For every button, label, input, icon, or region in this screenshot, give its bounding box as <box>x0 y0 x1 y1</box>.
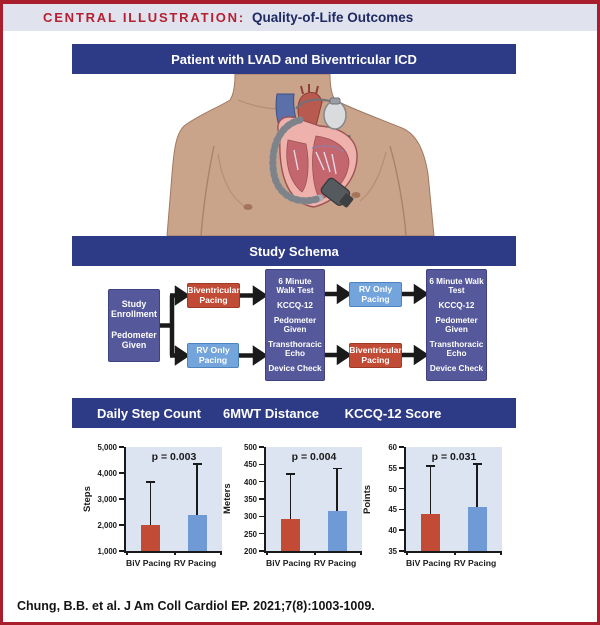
assessment1-item-6mwt: 6 Minute Walk Test <box>276 277 314 296</box>
banner-study-schema <box>72 236 516 266</box>
error-bar-line <box>336 468 338 511</box>
x-tick-mark <box>406 551 408 555</box>
right-nipple <box>352 192 361 198</box>
arrow-assessment1-to-biv2 <box>339 349 348 361</box>
plot-area <box>264 447 362 553</box>
x-category-label: RV Pacing <box>173 558 217 568</box>
study-schema-diagram <box>72 263 528 393</box>
x-tick-mark <box>174 551 176 555</box>
enrollment-line1: Study Enrollment <box>111 298 157 319</box>
figure-header <box>3 4 597 31</box>
error-bar-line <box>290 474 292 519</box>
y-tick-mark <box>259 498 264 500</box>
y-tick-mark <box>399 446 404 448</box>
arrow-rv2-to-assessment2 <box>416 288 425 300</box>
y-tick-mark <box>119 472 124 474</box>
schema-box-assessment-2 <box>426 269 487 381</box>
chart-6mwt-distance <box>218 434 368 592</box>
y-tick-mark <box>119 524 124 526</box>
x-category-label: BiV Pacing <box>406 558 451 568</box>
chart-title-6mwt-distance: 6MWT Distance <box>222 405 320 421</box>
y-axis-label: Meters <box>222 483 233 515</box>
y-tick-mark <box>259 446 264 448</box>
y-tick-label: 300 <box>243 512 257 522</box>
error-bar-line <box>476 464 478 508</box>
x-tick-mark <box>500 551 502 555</box>
assessment2-item-echo: Transthoracic Echo <box>429 339 484 358</box>
schema-box-assessment-1 <box>265 269 325 381</box>
y-tick-label: 1,000 <box>97 547 117 556</box>
heart-illustration <box>273 84 357 211</box>
y-tick-mark <box>399 467 404 469</box>
y-tick-label: 55 <box>388 463 397 473</box>
p-value-label: p = 0.031 <box>431 451 477 463</box>
y-tick-label: 4,000 <box>97 469 117 478</box>
assessment1-item-pedometer: Pedometer Given <box>273 315 317 334</box>
arrow-to-biv1 <box>177 290 186 302</box>
x-tick-mark <box>314 551 316 555</box>
arrow-to-rv1 <box>177 350 186 362</box>
header-eyebrow: CENTRAL ILLUSTRATION: <box>43 10 245 25</box>
y-tick-mark <box>259 481 264 483</box>
y-tick-label: 35 <box>388 547 397 556</box>
biv-pacing-2-label: Biventricular Pacing <box>349 344 402 365</box>
y-axis-label: Steps <box>82 486 93 512</box>
bar-biv-pacing <box>281 519 300 551</box>
assessment2-item-pedometer: Pedometer Given <box>435 315 478 334</box>
y-tick-mark <box>119 446 124 448</box>
schema-box-biv-pacing-2 <box>349 343 402 368</box>
chart-title-daily-step-count: Daily Step Count <box>96 405 202 421</box>
y-tick-mark <box>259 533 264 535</box>
y-tick-label: 250 <box>243 529 257 539</box>
error-bar-line <box>430 466 432 514</box>
banner-study-schema-label: Study Schema <box>249 243 339 259</box>
x-tick-mark <box>266 551 268 555</box>
page-title: Quality-of-Life Outcomes <box>251 10 414 25</box>
y-tick-label: 2,000 <box>97 521 117 530</box>
y-tick-label: 45 <box>388 505 397 515</box>
p-value-label: p = 0.004 <box>291 451 337 463</box>
error-bar-cap <box>286 473 295 475</box>
y-tick-label: 60 <box>388 443 397 452</box>
banner-patient <box>72 44 516 74</box>
assessment2-item-device-check: Device Check <box>429 363 484 373</box>
x-tick-mark <box>454 551 456 555</box>
rv-pacing-2-label: RV Only Pacing <box>358 283 393 304</box>
y-tick-label: 3,000 <box>97 495 117 504</box>
y-tick-label: 500 <box>243 443 257 452</box>
y-tick-label: 350 <box>243 495 257 504</box>
error-bar-cap <box>193 463 202 465</box>
arrow-rv1-to-assessment1 <box>255 350 264 362</box>
assessment1-item-device-check: Device Check <box>268 363 322 373</box>
bar-rv-pacing <box>468 507 487 551</box>
icd-header-block <box>330 98 340 104</box>
bar-biv-pacing <box>141 525 160 551</box>
y-tick-mark <box>119 550 124 552</box>
error-bar-line <box>150 482 152 525</box>
y-tick-label: 400 <box>243 477 257 487</box>
arrow-biv2-to-assessment2 <box>416 349 425 361</box>
error-bar-cap <box>473 463 482 465</box>
plot-area <box>404 447 502 553</box>
error-bar-line <box>196 464 198 515</box>
error-bar-cap <box>426 465 435 467</box>
chart-daily-step-count <box>78 434 228 592</box>
banner-chart-titles <box>72 398 516 428</box>
citation: Chung, B.B. et al. J Am Coll Cardiol EP. 2021;7(8):1003-1009. <box>17 599 375 613</box>
y-tick-label: 40 <box>388 526 397 536</box>
p-value-label: p = 0.003 <box>151 451 197 463</box>
y-tick-mark <box>399 529 404 531</box>
y-tick-label: 200 <box>243 547 257 556</box>
x-tick-mark <box>126 551 128 555</box>
biv-pacing-1-label: Biventricular Pacing <box>187 284 240 305</box>
assessment2-item-6mwt: 6 Minute Walk Test <box>429 277 484 296</box>
schema-box-rv-pacing-1 <box>187 343 239 368</box>
y-tick-mark <box>259 464 264 466</box>
y-tick-label: 5,000 <box>97 443 117 452</box>
assessment2-item-kccq: KCCQ-12 <box>438 301 475 310</box>
error-bar-cap <box>333 468 342 470</box>
y-tick-mark <box>119 498 124 500</box>
assessment1-item-echo: Transthoracic Echo <box>268 339 322 358</box>
plot-area <box>124 447 222 553</box>
left-nipple <box>244 204 253 210</box>
x-category-label: BiV Pacing <box>266 558 311 568</box>
torso-illustration <box>72 74 528 236</box>
y-tick-mark <box>259 516 264 518</box>
bar-rv-pacing <box>328 511 347 551</box>
rv-pacing-1-label: RV Only Pacing <box>196 344 230 365</box>
chart-title-kccq12-score: KCCQ-12 Score <box>344 405 442 421</box>
banner-patient-label: Patient with LVAD and Biventricular ICD <box>171 51 417 67</box>
icd-can <box>324 101 346 129</box>
error-bar-cap <box>146 481 155 483</box>
enrollment-line2: Pedometer Given <box>111 330 157 351</box>
chart-kccq12-score <box>358 434 508 592</box>
arrow-assessment1-to-rv2 <box>339 288 348 300</box>
y-tick-mark <box>399 488 404 490</box>
y-tick-label: 50 <box>388 484 397 494</box>
bar-biv-pacing <box>421 514 440 551</box>
y-tick-mark <box>259 550 264 552</box>
schema-box-biv-pacing-1 <box>187 283 240 308</box>
x-category-label: BiV Pacing <box>126 558 171 568</box>
y-tick-mark <box>399 509 404 511</box>
assessment1-item-kccq: KCCQ-12 <box>277 301 313 310</box>
y-tick-label: 450 <box>243 460 257 470</box>
bar-rv-pacing <box>188 515 207 551</box>
arrow-biv1-to-assessment1 <box>255 290 264 302</box>
x-category-label: RV Pacing <box>313 558 357 568</box>
x-category-label: RV Pacing <box>453 558 497 568</box>
schema-box-rv-pacing-2 <box>349 282 402 307</box>
y-tick-mark <box>399 550 404 552</box>
y-axis-label: Points <box>362 484 373 514</box>
schema-box-enrollment <box>108 289 160 362</box>
